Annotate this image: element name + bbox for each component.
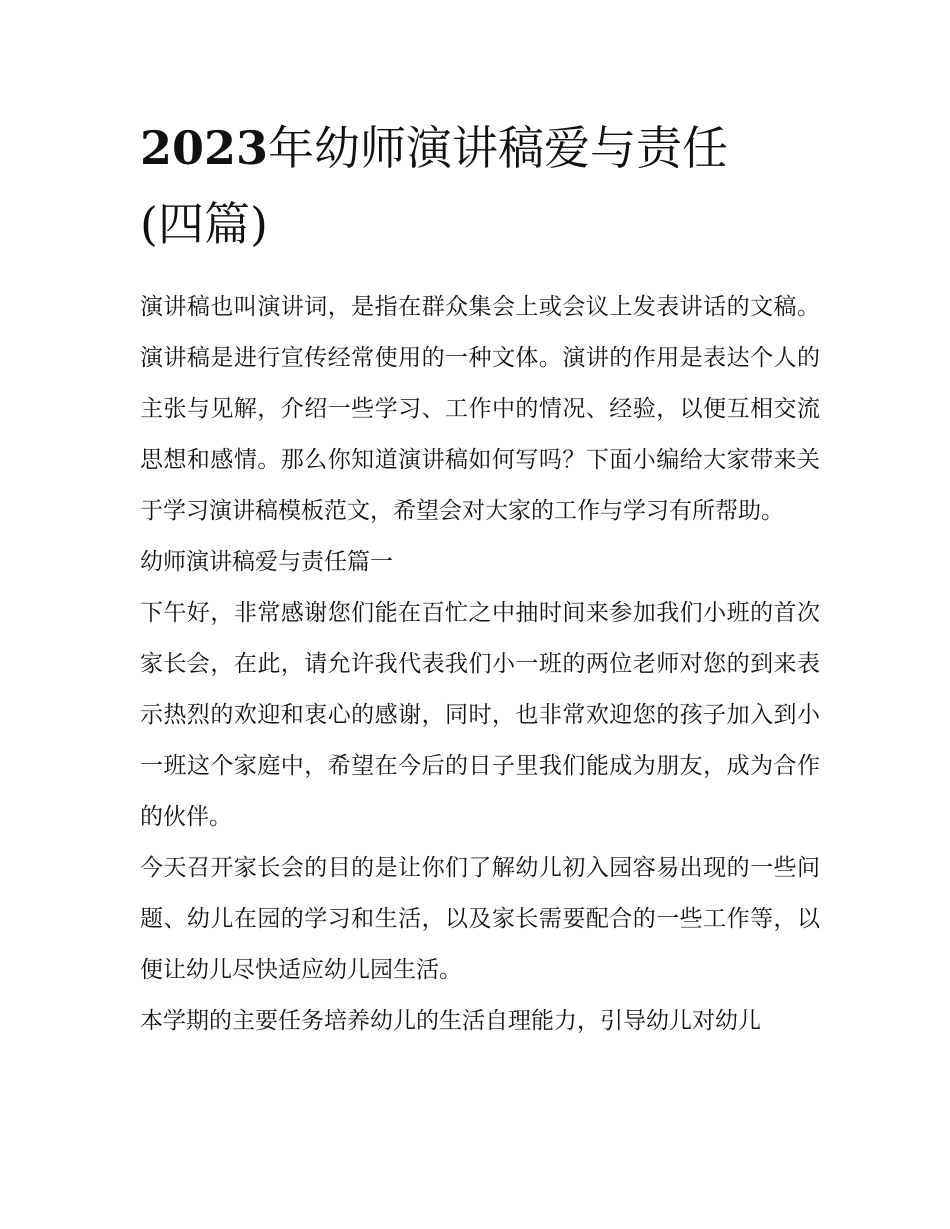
body-paragraph: 今天召开家长会的目的是让你们了解幼儿初入园容易出现的一些问题、幼儿在园的学习和生活，以及家长需要配合的一些工作等，以便让幼儿尽快适应幼儿园生活。 xyxy=(140,855,820,983)
document-title xyxy=(140,110,820,262)
title-year: 2023 xyxy=(140,121,269,175)
body-paragraph: 本学期的主要任务培养幼儿的生活自理能力，引导幼儿对幼儿 xyxy=(140,1008,761,1034)
title-subtitle: (四篇) xyxy=(140,197,268,251)
title-block xyxy=(140,110,820,262)
body-paragraph: 下午好，非常感谢您们能在百忙之中抽时间来参加我们小班的首次家长会，在此，请允许我代表我们小一班的两位老师对您的到来表示热烈的欢迎和衷心的感谢，同时，也非常欢迎您的孩子加入到小一班这个家庭中，希望在今后的日子里我们能成为朋友，成为合作的伙伴。 xyxy=(140,600,820,830)
title-text: 年幼师演讲稿爱与责任 xyxy=(268,121,729,175)
intro-paragraph: 演讲稿也叫演讲词，是指在群众集会上或会议上发表讲话的文稿。演讲稿是进行宣传经常使用的一种文体。演讲的作用是表达个人的主张与见解，介绍一些学习、工作中的情况、经验，以便互相交流思想和感情。那么你知道演讲稿如何写吗？下面小编给大家带来关于学习演讲稿模板范文，希望会对大家的工作与学习有所帮助。 xyxy=(140,294,820,524)
section-heading: 幼师演讲稿爱与责任篇一 xyxy=(140,549,393,575)
document-content xyxy=(140,110,820,1047)
